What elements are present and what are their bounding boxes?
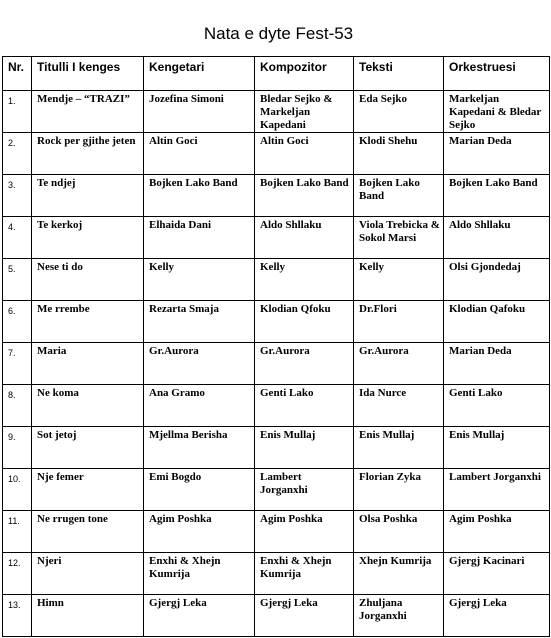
table-row (3, 553, 550, 595)
singer: Jozefina Simoni (144, 91, 255, 133)
song-title: Sot jetoj (32, 427, 144, 469)
orchestrator: Genti Lako (444, 385, 550, 427)
singer: Emi Bogdo (144, 469, 255, 511)
singer: Enxhi & Xhejn Kumrija (144, 553, 255, 595)
singer: Altin Goci (144, 133, 255, 175)
composer: Gjergj Leka (255, 595, 354, 637)
singer: Mjellma Berisha (144, 427, 255, 469)
orchestrator: Gjergj Leka (444, 595, 550, 637)
singer: Agim Poshka (144, 511, 255, 553)
song-title: Nje femer (32, 469, 144, 511)
singer: Bojken Lako Band (144, 175, 255, 217)
row-number: 8. (3, 385, 32, 427)
row-number: 6. (3, 301, 32, 343)
table-row (3, 91, 550, 133)
table-row (3, 427, 550, 469)
song-title: Himn (32, 595, 144, 637)
table-row (3, 301, 550, 343)
orchestrator: Klodian Qafoku (444, 301, 550, 343)
singer: Ana Gramo (144, 385, 255, 427)
composer: Genti Lako (255, 385, 354, 427)
lyricist: Ida Nurce (354, 385, 444, 427)
singer: Gr.Aurora (144, 343, 255, 385)
singer: Rezarta Smaja (144, 301, 255, 343)
header-row (3, 57, 550, 91)
table-row (3, 133, 550, 175)
row-number: 7. (3, 343, 32, 385)
song-title: Te ndjej (32, 175, 144, 217)
lyricist: Kelly (354, 259, 444, 301)
row-number: 11. (3, 511, 32, 553)
lyricist: Dr.Flori (354, 301, 444, 343)
table-row (3, 511, 550, 553)
row-number: 12. (3, 553, 32, 595)
table-row (3, 385, 550, 427)
table-row (3, 343, 550, 385)
song-title: Njeri (32, 553, 144, 595)
song-title: Te kerkoj (32, 217, 144, 259)
orchestrator: Markeljan Kapedani & Bledar Sejko (444, 91, 550, 133)
header-singer: Kengetari (144, 57, 255, 91)
song-title: Maria (32, 343, 144, 385)
table-row (3, 595, 550, 637)
composer: Lambert Jorganxhi (255, 469, 354, 511)
row-number: 4. (3, 217, 32, 259)
orchestrator: Enis Mullaj (444, 427, 550, 469)
orchestrator: Marian Deda (444, 343, 550, 385)
header-number: Nr. (3, 57, 32, 91)
orchestrator: Olsi Gjondedaj (444, 259, 550, 301)
songs-table (2, 56, 550, 637)
composer: Enis Mullaj (255, 427, 354, 469)
lyricist: Viola Trebicka & Sokol Marsi (354, 217, 444, 259)
orchestrator: Marian Deda (444, 133, 550, 175)
header-song-title: Titulli I kenges (32, 57, 144, 91)
table-row (3, 175, 550, 217)
song-title: Ne rrugen tone (32, 511, 144, 553)
singer: Kelly (144, 259, 255, 301)
song-title: Me rrembe (32, 301, 144, 343)
page-title: Nata e dyte Fest-53 (203, 24, 354, 43)
singer: Elhaida Dani (144, 217, 255, 259)
composer: Enxhi & Xhejn Kumrija (255, 553, 354, 595)
lyricist: Florian Zyka (354, 469, 444, 511)
table-row (3, 469, 550, 511)
lyricist: Zhuljana Jorganxhi (354, 595, 444, 637)
orchestrator: Agim Poshka (444, 511, 550, 553)
song-title: Nese ti do (32, 259, 144, 301)
composer: Aldo Shllaku (255, 217, 354, 259)
composer: Kelly (255, 259, 354, 301)
table-row (3, 259, 550, 301)
header-composer: Kompozitor (255, 57, 354, 91)
lyricist: Eda Sejko (354, 91, 444, 133)
composer: Bojken Lako Band (255, 175, 354, 217)
header-lyrics: Teksti (354, 57, 444, 91)
lyricist: Gr.Aurora (354, 343, 444, 385)
table-row (3, 217, 550, 259)
composer: Bledar Sejko & Markeljan Kapedani (255, 91, 354, 133)
row-number: 5. (3, 259, 32, 301)
row-number: 9. (3, 427, 32, 469)
row-number: 13. (3, 595, 32, 637)
composer: Agim Poshka (255, 511, 354, 553)
song-title: Mendje – “TRAZI” (32, 91, 144, 133)
composer: Altin Goci (255, 133, 354, 175)
lyricist: Olsa Poshka (354, 511, 444, 553)
row-number: 3. (3, 175, 32, 217)
row-number: 1. (3, 91, 32, 133)
lyricist: Enis Mullaj (354, 427, 444, 469)
lyricist: Xhejn Kumrija (354, 553, 444, 595)
lyricist: Klodi Shehu (354, 133, 444, 175)
orchestrator: Lambert Jorganxhi (444, 469, 550, 511)
row-number: 10. (3, 469, 32, 511)
lyricist: Bojken Lako Band (354, 175, 444, 217)
composer: Klodian Qfoku (255, 301, 354, 343)
composer: Gr.Aurora (255, 343, 354, 385)
singer: Gjergj Leka (144, 595, 255, 637)
orchestrator: Aldo Shllaku (444, 217, 550, 259)
song-title: Ne koma (32, 385, 144, 427)
row-number: 2. (3, 133, 32, 175)
orchestrator: Bojken Lako Band (444, 175, 550, 217)
song-title: Rock per gjithe jeten (32, 133, 144, 175)
orchestrator: Gjergj Kacinari (444, 553, 550, 595)
header-orchestrator: Orkestruesi (444, 57, 550, 91)
